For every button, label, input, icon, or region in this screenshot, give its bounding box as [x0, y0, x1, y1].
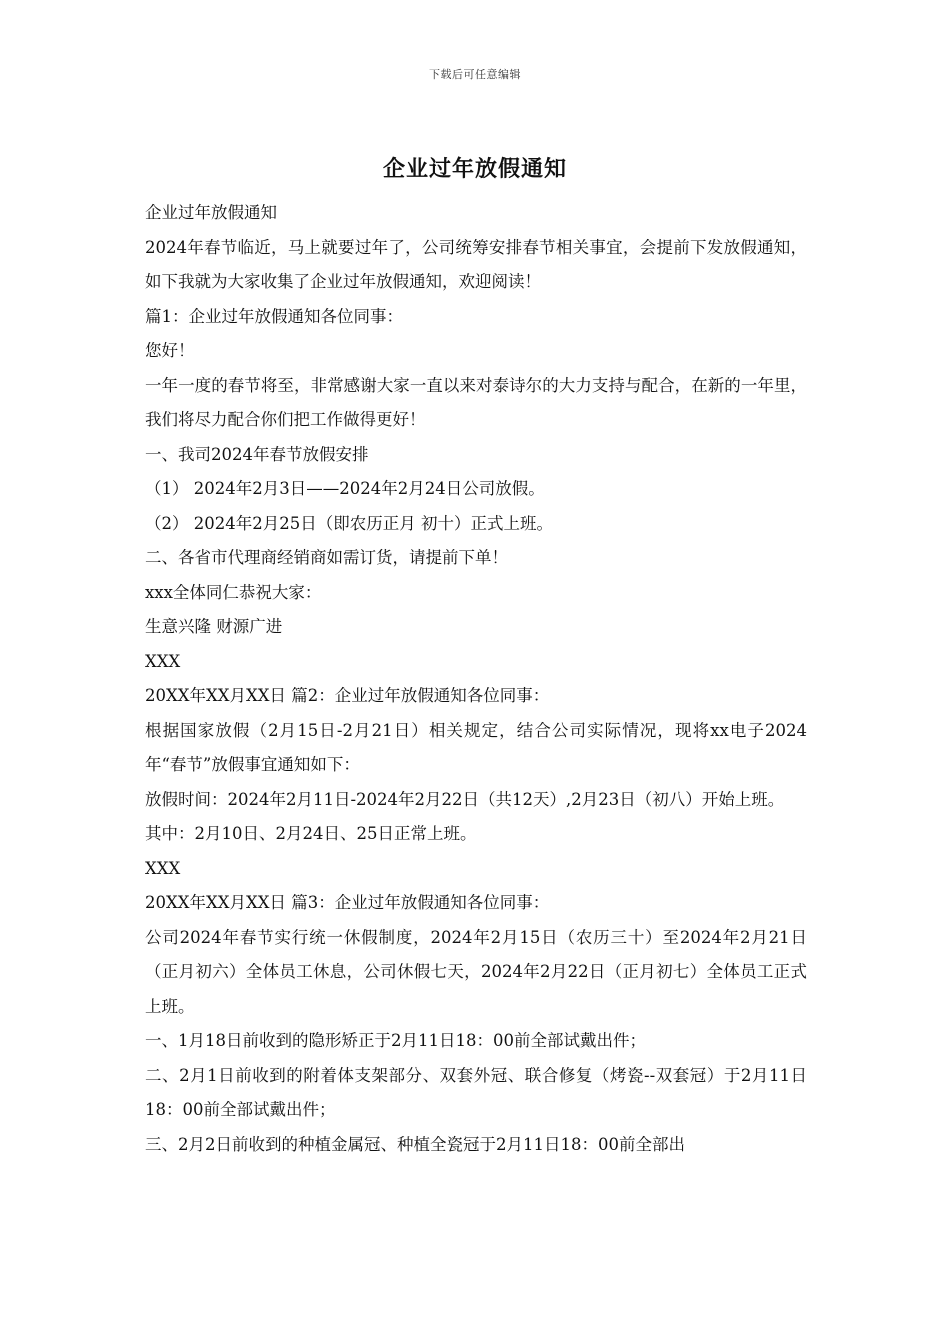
paragraph-thanks: 一年一度的春节将至，非常感谢大家一直以来对泰诗尔的大力支持与配合，在新的一年里，我们将尽力配合你们把工作做得更好！: [145, 375, 807, 429]
paragraph-part3-item-2: 二、2月1日前收到的附着体支架部分、双套外冠、联合修复（烤瓷--双套冠）于2月11日18：00前全部试戴出件；: [145, 1065, 807, 1119]
paragraph-date-part2-heading: 20XX年XX月XX日 篇2：企业过年放假通知各位同事：: [145, 686, 550, 705]
paragraph-item-2: （2） 2024年2月25日（即农历正月 初十）正式上班。: [145, 513, 553, 533]
paragraph-subtitle: 企业过年放假通知: [145, 203, 277, 222]
paragraph-workdays: 其中：2月10日、2月24日、25日正常上班。: [145, 824, 477, 843]
paragraph-part3-item-3: 三、2月2日前收到的种植金属冠、种植全瓷冠于2月11日18：00前全部出: [145, 1134, 685, 1154]
paragraph-item-1: （1） 2024年2月3日——2024年2月24日公司放假。: [145, 479, 545, 498]
paragraph-signature-1: XXX: [145, 651, 181, 671]
paragraph-date-part3-heading: 20XX年XX月XX日 篇3：企业过年放假通知各位同事：: [145, 893, 550, 912]
paragraph-part1-heading: 篇1：企业过年放假通知各位同事：: [145, 306, 403, 326]
document-title: 企业过年放假通知: [382, 156, 567, 182]
paragraph-part3-item-1: 一、1月18日前收到的隐形矫正于2月11日18：00前全部试戴出件；: [145, 1031, 646, 1050]
paragraph-section-2: 二、各省市代理商经销商如需订货，请提前下单！: [145, 548, 508, 567]
paragraph-intro: 2024年春节临近，马上就要过年了，公司统筹安排春节相关事宜，会提前下发放假通知，如下我就为大家收集了企业过年放假通知，欢迎阅读！: [145, 237, 807, 291]
paragraph-wishes-intro: xxx全体同仁恭祝大家：: [145, 582, 322, 602]
paragraph-part3-body: 公司2024年春节实行统一休假制度，2024年2月15日（农历三十）至2024年2月21日（正月初六）全体员工休息，公司休假七天，2024年2月22日（正月初七）全体员工正式上班。: [145, 927, 807, 1016]
paragraph-wishes: 生意兴隆 财源广进: [145, 617, 283, 636]
document-body: [145, 196, 807, 1162]
paragraph-greeting: 您好！: [145, 341, 195, 360]
paragraph-holiday-time: 放假时间：2024年2月11日-2024年2月22日（共12天）,2月23日（初八）开始上班。: [145, 789, 785, 809]
paragraph-section-1: 一、我司2024年春节放假安排: [145, 444, 369, 464]
paragraph-part2-body: 根据国家放假（2月15日-2月21日）相关规定，结合公司实际情况，现将xx电子2024年“春节”放假事宜通知如下：: [145, 720, 807, 774]
paragraph-signature-2: XXX: [145, 858, 181, 878]
page-header-note: 下载后可任意编辑: [429, 68, 521, 81]
